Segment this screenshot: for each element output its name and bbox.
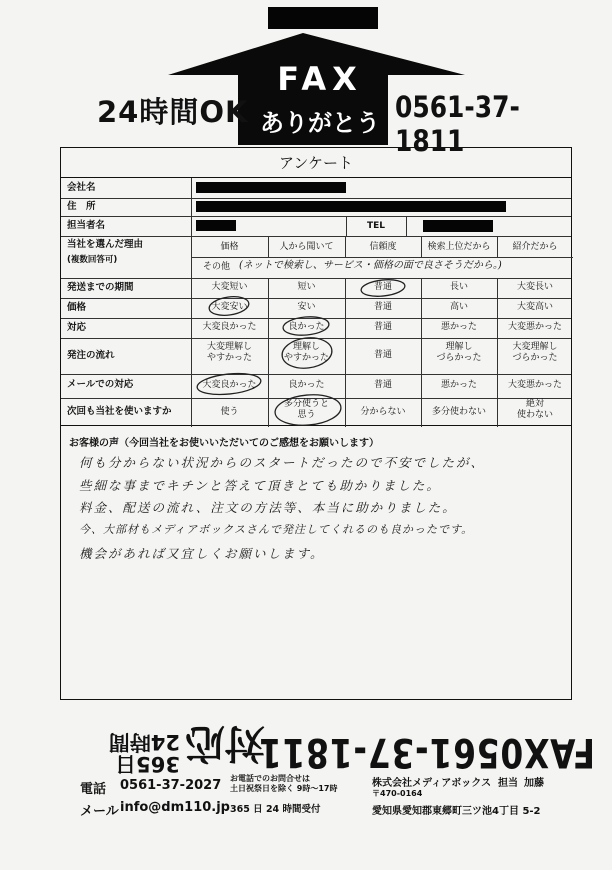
row-label-response: 対応 <box>67 322 87 333</box>
option-cell: 普通 <box>373 302 392 312</box>
reason-label: 当社を選んだ理由 <box>67 239 144 250</box>
option-cell: 大変高い <box>516 302 553 312</box>
phone-number: 0561-37-2027 <box>120 778 222 793</box>
option-cell: 大変良かった <box>202 380 257 390</box>
redaction-person <box>196 220 236 231</box>
voice-line: 料金、配送の流れ、注文の方法等、本当に助かりました。 <box>79 500 457 515</box>
voice-line: 今、大部材もメディアボックスさんで発注してくれるのも良かったです。 <box>79 523 474 536</box>
hours-note: お電話でのお問合せは 土日祝祭日を除く 9時～17時 <box>230 774 338 793</box>
reason-option: 紹介だから <box>512 242 558 252</box>
option-cell: 普通 <box>373 322 392 332</box>
inverted-days: 365日 24時間 <box>108 729 180 776</box>
survey-form <box>60 147 572 426</box>
voice-title: お客様の声（今回当社をお使いいただいてのご感想をお願いします） <box>69 438 379 449</box>
fax-thanks: ありがとう <box>260 108 380 137</box>
option-cell: 悪かった <box>440 322 477 332</box>
redaction-tel <box>423 220 493 232</box>
company-name: 株式会社メディアボックス <box>372 778 492 789</box>
option-cell: 悪かった <box>440 380 477 390</box>
option-cell: 大変長い <box>516 282 553 292</box>
redaction-address <box>196 201 506 212</box>
row-label-shipping: 発送までの期間 <box>67 282 134 293</box>
fax-hours-note: 365 日 24 時間受付 <box>230 804 321 815</box>
option-cell: 高い <box>449 302 468 312</box>
header-24h: 24時間OK <box>97 95 249 129</box>
phone-label: 電話 <box>80 782 107 797</box>
staff-label: 担当 <box>498 778 518 789</box>
option-cell: 大変理解し づらかった <box>512 342 558 363</box>
reason-option: 検索上位だから <box>427 242 491 252</box>
reason-option: 信頼度 <box>369 242 397 252</box>
form-title: アンケート <box>61 148 571 178</box>
person-label: 担当者名 <box>67 220 106 231</box>
option-cell: 普通 <box>373 282 392 292</box>
row-label-price: 価格 <box>67 302 87 313</box>
option-cell: 絶対 使わない <box>516 399 553 420</box>
option-cell: 理解し やすかった <box>283 342 329 363</box>
option-cell: 短い <box>297 282 316 292</box>
reason-option: 人から聞いて <box>279 242 334 252</box>
voice-line: 些細な事までキチンと答えて頂きとても助かりました。 <box>79 478 441 493</box>
inverted-fax-banner <box>75 705 595 775</box>
reason-option: 価格 <box>220 242 239 252</box>
staff-name: 加藤 <box>524 778 544 789</box>
option-cell: 使う <box>220 407 239 417</box>
option-cell: 大変安い <box>211 302 248 312</box>
option-cell: 多分使うと 思う <box>283 399 329 420</box>
option-cell: 安い <box>297 302 316 312</box>
mail-address: info@dm110.jp <box>120 800 230 815</box>
customer-voice <box>60 426 572 700</box>
option-cell: 多分使わない <box>431 407 486 417</box>
option-cell: 大変良かった <box>202 322 257 332</box>
option-cell: 普通 <box>373 350 392 360</box>
inverted-taiou: 対応 <box>185 720 265 766</box>
reason-other-label: その他 <box>203 262 231 272</box>
option-cell: 長い <box>449 282 468 292</box>
fax-word: FAX <box>277 60 363 98</box>
company-label: 会社名 <box>67 182 96 193</box>
voice-line: 機会があれば又宜しくお願いします。 <box>79 546 325 561</box>
option-cell: 良かった <box>288 322 325 332</box>
option-cell: 良かった <box>288 380 325 390</box>
reason-note: (複数回答可) <box>67 255 118 265</box>
voice-line: 何も分からない状況からのスタートだったので不安でしたが、 <box>79 455 486 470</box>
option-cell: 大変悪かった <box>507 380 562 390</box>
option-cell: 普通 <box>373 380 392 390</box>
option-cell: 大変悪かった <box>507 322 562 332</box>
redaction-company <box>196 182 346 193</box>
option-cell: 大変短い <box>211 282 248 292</box>
reason-other-text: (ネットで検索し、サービス・価格の面で良さそうだから。) <box>239 260 502 271</box>
row-label-email: メールでの対応 <box>67 379 134 390</box>
postal-code: 〒470-0164 <box>372 789 423 798</box>
tel-label: TEL <box>366 221 386 231</box>
inverted-fax-number: FAX0561-37-1811 <box>257 729 595 775</box>
mail-label: メール <box>80 804 119 819</box>
row-label-order-flow: 発注の流れ <box>67 350 115 361</box>
option-cell: 理解し づらかった <box>436 342 482 363</box>
option-cell: 分からない <box>360 407 406 417</box>
header-fax-number: 0561-37-1811 <box>395 90 520 158</box>
company-address: 愛知県愛知郡東郷町三ツ池4丁目 5-2 <box>372 806 541 817</box>
option-cell: 大変理解し やすかった <box>206 342 252 363</box>
address-label: 住 所 <box>67 201 96 212</box>
row-label-next-time: 次回も当社を使いますか <box>67 406 172 417</box>
